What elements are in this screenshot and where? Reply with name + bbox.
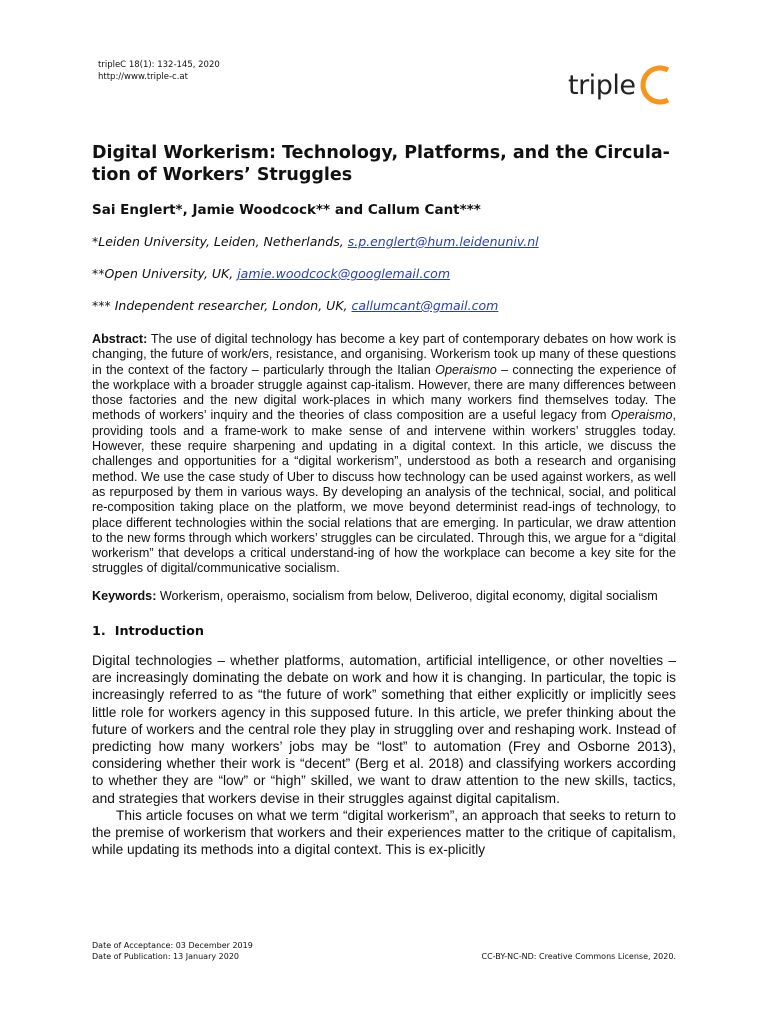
logo-text: triple [568, 70, 636, 101]
abstract-emphasis: Operaismo [435, 362, 497, 377]
section-title: Introduction [114, 624, 205, 640]
section-heading [92, 624, 676, 639]
body-paragraph-2: This article focuses on what we term “digital workerism”, an approach that seeks to return to the premise of workerism that workers and their experiences matter to the critique of capitalism, while updating its methods into a digital context. This is ex-plicitly [92, 807, 676, 858]
affiliation-text: *Leiden University, Leiden, Netherlands, [92, 234, 348, 249]
journal-header [98, 59, 220, 83]
affiliation-3 [92, 298, 676, 314]
abstract [92, 332, 676, 577]
license-notice: CC-BY-NC-ND: Creative Commons License, 2020. [481, 952, 676, 961]
email-link[interactable]: s.p.englert@hum.leidenuniv.nl [347, 234, 539, 249]
section-number: 1. [92, 624, 106, 640]
journal-url[interactable]: http://www.triple-c.at [98, 72, 188, 82]
article-content [92, 142, 676, 858]
triplec-logo [568, 62, 678, 108]
abstract-label: Abstract: [92, 332, 148, 346]
body-paragraph-1: Digital technologies – whether platforms, automation, artificial intelligence, or other novelties – are increasingly dominating the debate on work and how it is changing. In particular, the topic is increasingly referred to as “the future of work” something that either explicitly or implicitly sees little role for workers agency in this supposed future. In this article, we prefer thinking about the future of workers and the central role they play in struggling over and reshaping work. Instead of predicting how many workers’ jobs may be “lost” to automation (Frey and Osborne 2013), considering whether their work is “decent” (Berg et al. 2018) and classifying workers according to whether they are “low” or “high” skilled, we want to draw attention to the new skills, tactics, and strategies that workers devise in their struggles against digital capitalism. [92, 653, 676, 806]
publication-date: Date of Publication: 13 January 2020 [92, 952, 240, 961]
keywords [92, 589, 676, 604]
abstract-text: The use of digital technology has become a key part of contemporary debates on how work is changing, the future of work/ers, resistance, and organising. Workerism took up many of these questions in the context of the factory – particularly through the Italian [92, 332, 676, 377]
abstract-text: – connecting the experience of the workplace with a broader struggle against cap-italism. However, there are many differences between those factories and the new digital work-places in which many workers find themselves today. The methods of workers’ inquiry and the theories of class composition are a useful legacy from [92, 362, 676, 423]
affiliation-text: **Open University, UK, [92, 266, 238, 281]
email-link[interactable]: callumcant@gmail.com [351, 298, 499, 313]
affiliation-2 [92, 266, 676, 282]
journal-citation: tripleC 18(1): 132-145, 2020 [98, 60, 220, 70]
keywords-text: Workerism, operaismo, socialism from below, Deliveroo, digital economy, digital socialism [156, 588, 658, 603]
affiliation-text: *** Independent researcher, London, UK, [92, 298, 352, 313]
logo-c-icon [635, 62, 675, 108]
email-link[interactable]: jamie.woodcock@googlemail.com [237, 266, 450, 281]
acceptance-date: Date of Acceptance: 03 December 2019 [92, 941, 253, 950]
abstract-emphasis: Operaismo [610, 408, 673, 423]
keywords-label: Keywords: [92, 588, 157, 603]
affiliation-1 [92, 234, 676, 250]
footer-dates [92, 940, 253, 962]
article-title: Digital Workerism: Technology, Platforms, and the Circula-tion of Workers’ Struggles [92, 143, 670, 185]
author-list: Sai Englert*, Jamie Woodcock** and Callum Cant*** [92, 202, 481, 218]
abstract-text: , providing tools and a frame-work to make sense of and intervene within workers’ struggles today. However, these require sharpening and updating in a digital context. In this article, we discuss the challenges and opportunities for a “digital workerism”, understood as both a research and organising method. We use the case study of Uber to discuss how technology can be used against workers, as well as repurposed by them in various ways. By developing an analysis of the technical, social, and political re-composition taking place on the platform, we move beyond determinist read-ings of technology, to place different technologies within the social relations that are emerging. In particular, we draw attention to the new forms through which workers’ struggles can be circulated. Through this, we argue for a “digital workerism” that develops a critical understand-ing of how the workplace can become a key site for the struggles of digital/communicative socialism. [92, 408, 676, 576]
